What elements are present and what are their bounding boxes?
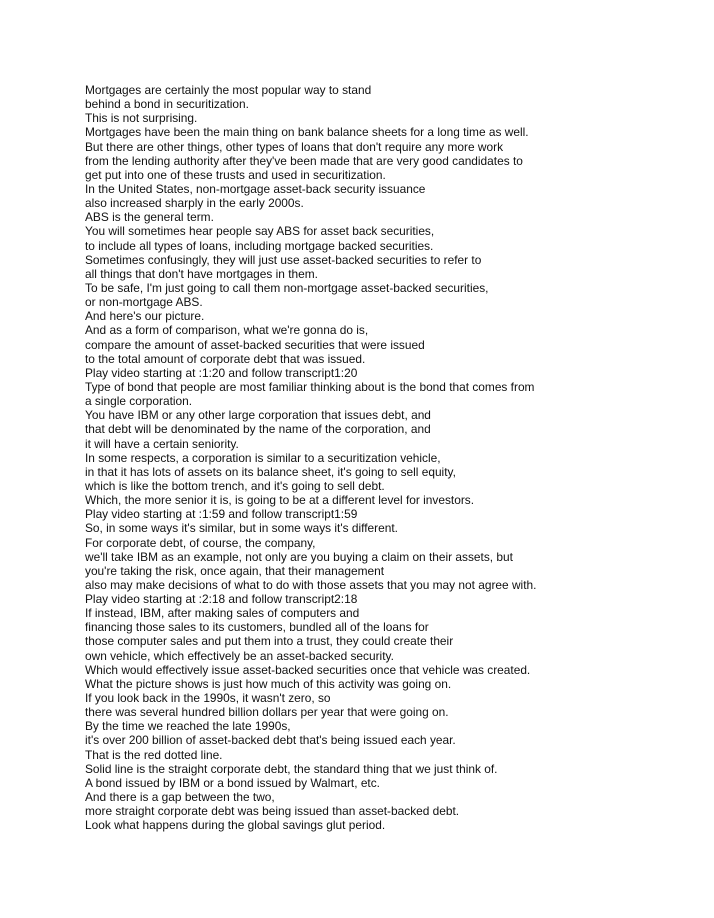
- transcript-line: also may make decisions of what to do with those assets that you may not agree with.: [85, 577, 537, 592]
- transcript-line: those computer sales and put them into a trust, they could create their: [85, 634, 454, 649]
- transcript-line: Which would effectively issue asset-backed securities once that vehicle was created.: [85, 662, 531, 677]
- transcript-line: By the time we reached the late 1990s,: [85, 719, 291, 734]
- transcript-line: it's over 200 billion of asset-backed debt that's being issued each year.: [85, 733, 456, 748]
- transcript-line: Which, the more senior it is, is going to be at a different level for investors.: [85, 493, 475, 508]
- transcript-line: from the lending authority after they've been made that are very good candidates to: [85, 153, 523, 168]
- transcript-line: own vehicle, which effectively be an asset-backed security.: [85, 648, 394, 663]
- transcript-line: In some respects, a corporation is similar to a securitization vehicle,: [85, 450, 441, 465]
- transcript-line: Solid line is the straight corporate debt, the standard thing that we just think of.: [85, 761, 498, 776]
- transcript-line: it will have a certain seniority.: [85, 436, 239, 451]
- transcript-line: that debt will be denominated by the name of the corporation, and: [85, 422, 431, 437]
- transcript-line: you're taking the risk, once again, that their management: [85, 563, 385, 578]
- transcript-line: in that it has lots of assets on its balance sheet, it's going to sell equity,: [85, 464, 456, 479]
- transcript-line: And as a form of comparison, what we're gonna do is,: [85, 323, 369, 338]
- transcript-line: Sometimes confusingly, they will just use asset-backed securities to refer to: [85, 252, 482, 267]
- transcript-line: we'll take IBM as an example, not only are you buying a claim on their assets, but: [85, 549, 513, 564]
- transcript-text: [85, 83, 685, 832]
- transcript-line: But there are other things, other types of loans that don't require any more work: [85, 139, 504, 154]
- transcript-line: In the United States, non-mortgage asset-back security issuance: [85, 181, 426, 196]
- transcript-line: a single corporation.: [85, 394, 193, 409]
- timestamp-line: Play video starting at :1:59 and follow transcript1:59: [85, 507, 358, 522]
- timestamp-line: Play video starting at :1:20 and follow transcript1:20: [85, 365, 358, 380]
- transcript-line: to include all types of loans, including mortgage backed securities.: [85, 238, 434, 253]
- transcript-line: Mortgages are certainly the most popular way to stand: [85, 83, 372, 97]
- transcript-line: That is the red dotted line.: [85, 747, 223, 762]
- transcript-line: to the total amount of corporate debt that was issued.: [85, 351, 366, 366]
- transcript-line: You will sometimes hear people say ABS for asset back securities,: [85, 224, 435, 239]
- transcript-line: And here's our picture.: [85, 309, 205, 324]
- transcript-line: Look what happens during the global savings glut period.: [85, 818, 386, 833]
- transcript-line: compare the amount of asset-backed securities that were issued: [85, 337, 425, 352]
- transcript-line: For corporate debt, of course, the company,: [85, 535, 316, 550]
- transcript-line: financing those sales to its customers, bundled all of the loans for: [85, 620, 429, 635]
- transcript-line: or non-mortgage ABS.: [85, 295, 203, 310]
- transcript-line: ABS is the general term.: [85, 210, 214, 225]
- transcript-line: A bond issued by IBM or a bond issued by Walmart, etc.: [85, 775, 380, 790]
- transcript-line: Type of bond that people are most familiar thinking about is the bond that comes from: [85, 379, 535, 394]
- transcript-line: And there is a gap between the two,: [85, 790, 275, 805]
- transcript-line: If instead, IBM, after making sales of computers and: [85, 606, 360, 621]
- transcript-line: If you look back in the 1990s, it wasn't zero, so: [85, 691, 331, 706]
- transcript-line: there was several hundred billion dollars per year that were going on.: [85, 705, 449, 720]
- transcript-line: To be safe, I'm just going to call them non-mortgage asset-backed securities,: [85, 280, 489, 295]
- transcript-line: This is not surprising.: [85, 111, 198, 126]
- timestamp-line: Play video starting at :2:18 and follow transcript2:18: [85, 592, 358, 607]
- transcript-line: So, in some ways it's similar, but in some ways it's different.: [85, 521, 398, 536]
- transcript-line: What the picture shows is just how much of this activity was going on.: [85, 676, 452, 691]
- transcript-line: behind a bond in securitization.: [85, 97, 249, 112]
- transcript-line: all things that don't have mortgages in them.: [85, 266, 318, 281]
- transcript-line: which is like the bottom trench, and it's going to sell debt.: [85, 478, 385, 493]
- transcript-line: more straight corporate debt was being issued than asset-backed debt.: [85, 804, 460, 819]
- transcript-line: You have IBM or any other large corporation that issues debt, and: [85, 408, 431, 423]
- transcript-line: Mortgages have been the main thing on bank balance sheets for a long time as well.: [85, 125, 529, 140]
- transcript-line: also increased sharply in the early 2000s.: [85, 196, 304, 211]
- transcript-line: get put into one of these trusts and used in securitization.: [85, 167, 386, 182]
